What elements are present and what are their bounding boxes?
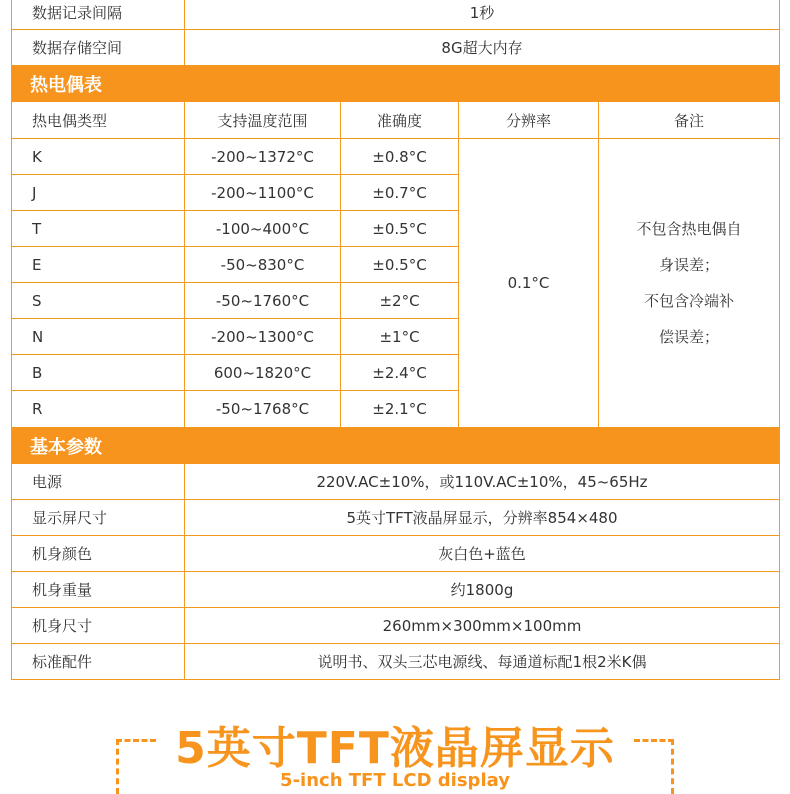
range-cell: -50~1768°C [215,400,310,418]
section-header-basic: 基本参数 [11,428,780,464]
row-label: 数据存储空间 [12,30,185,65]
spec-row-weight [11,572,780,608]
row-label: 机身重量 [12,572,185,607]
resolution-value: 0.1°C [507,274,550,292]
type-cell: S [12,283,184,319]
note-line: 偿误差； [658,328,719,346]
row-label: 机身颜色 [12,536,185,571]
row-value: 8G超大内存 [441,39,523,57]
row-value: 5英寸TFT液晶屏显示，分辨率854×480 [346,509,618,527]
row-value: 灰白色+蓝色 [438,545,526,563]
range-cell: 600~1820°C [185,355,340,391]
range-cell: -100~400°C [185,211,340,247]
range-cell: -50~830°C [185,247,340,283]
range-cell: -200~1372°C [185,139,340,175]
type-cell: B [12,355,184,391]
accuracy-cell: ±0.7°C [341,175,458,211]
row-label: 显示屏尺寸 [12,500,185,535]
note-text [599,139,779,427]
accuracy-cell: ±0.5°C [341,211,458,247]
spec-row-record-interval [11,0,780,30]
banner-subtitle: 5-inch TFT LCD display [280,770,510,791]
spec-row-accessories [11,644,780,680]
row-label: 电源 [12,464,185,499]
accuracy-cell: ±2.1°C [372,400,427,418]
header-note: 备注 [673,111,704,130]
accuracy-cell: ±2°C [341,283,458,319]
row-label: 数据记录间隔 [12,0,185,29]
banner-title: 5英寸TFT液晶屏显示 [175,723,615,774]
spec-row-dimensions [11,608,780,644]
section-header-thermocouple: 热电偶表 [11,66,780,102]
note-line: 不包含冷端补 [643,292,734,310]
spec-table [11,0,780,680]
note-column [599,139,779,427]
type-cell: N [12,319,184,355]
type-cell: K [12,139,184,175]
row-label: 机身尺寸 [12,608,185,643]
range-cell: -200~1300°C [185,319,340,355]
accuracy-cell: ±2.4°C [341,355,458,391]
spec-row-storage [11,30,780,66]
note-line: 不包含热电偶自 [636,220,742,238]
spec-row-color [11,536,780,572]
resolution-column [459,139,599,427]
accuracy-cell: ±0.8°C [341,139,458,175]
row-value: 说明书、双头三芯电源线、每通道标配1根2米K偶 [317,653,647,671]
header-accuracy: 准确度 [341,102,459,138]
accuracy-cell: ±1°C [341,319,458,355]
feature-banner [0,700,790,794]
range-cell: -200~1100°C [185,175,340,211]
row-value: 约1800g [450,581,514,599]
spec-row-power [11,464,780,500]
range-column [185,139,341,427]
row-value: 1秒 [469,3,495,22]
thermocouple-body [11,139,780,428]
row-value: 220V.AC±10%，或110V.AC±10%，45~65Hz [316,473,648,491]
row-label: 标准配件 [12,644,185,679]
range-cell: -50~1760°C [185,283,340,319]
accuracy-column [341,139,459,427]
type-cell: R [32,400,43,418]
type-cell: J [12,175,184,211]
spec-row-screen-size [11,500,780,536]
header-resolution: 分辨率 [459,102,599,138]
type-column [12,139,185,427]
note-line: 身误差； [658,256,719,274]
accuracy-cell: ±0.5°C [341,247,458,283]
thermocouple-header-row [11,102,780,139]
row-value: 260mm×300mm×100mm [382,616,582,635]
header-range: 支持温度范围 [185,102,341,138]
type-cell: T [12,211,184,247]
header-type: 热电偶类型 [12,102,185,138]
type-cell: E [12,247,184,283]
